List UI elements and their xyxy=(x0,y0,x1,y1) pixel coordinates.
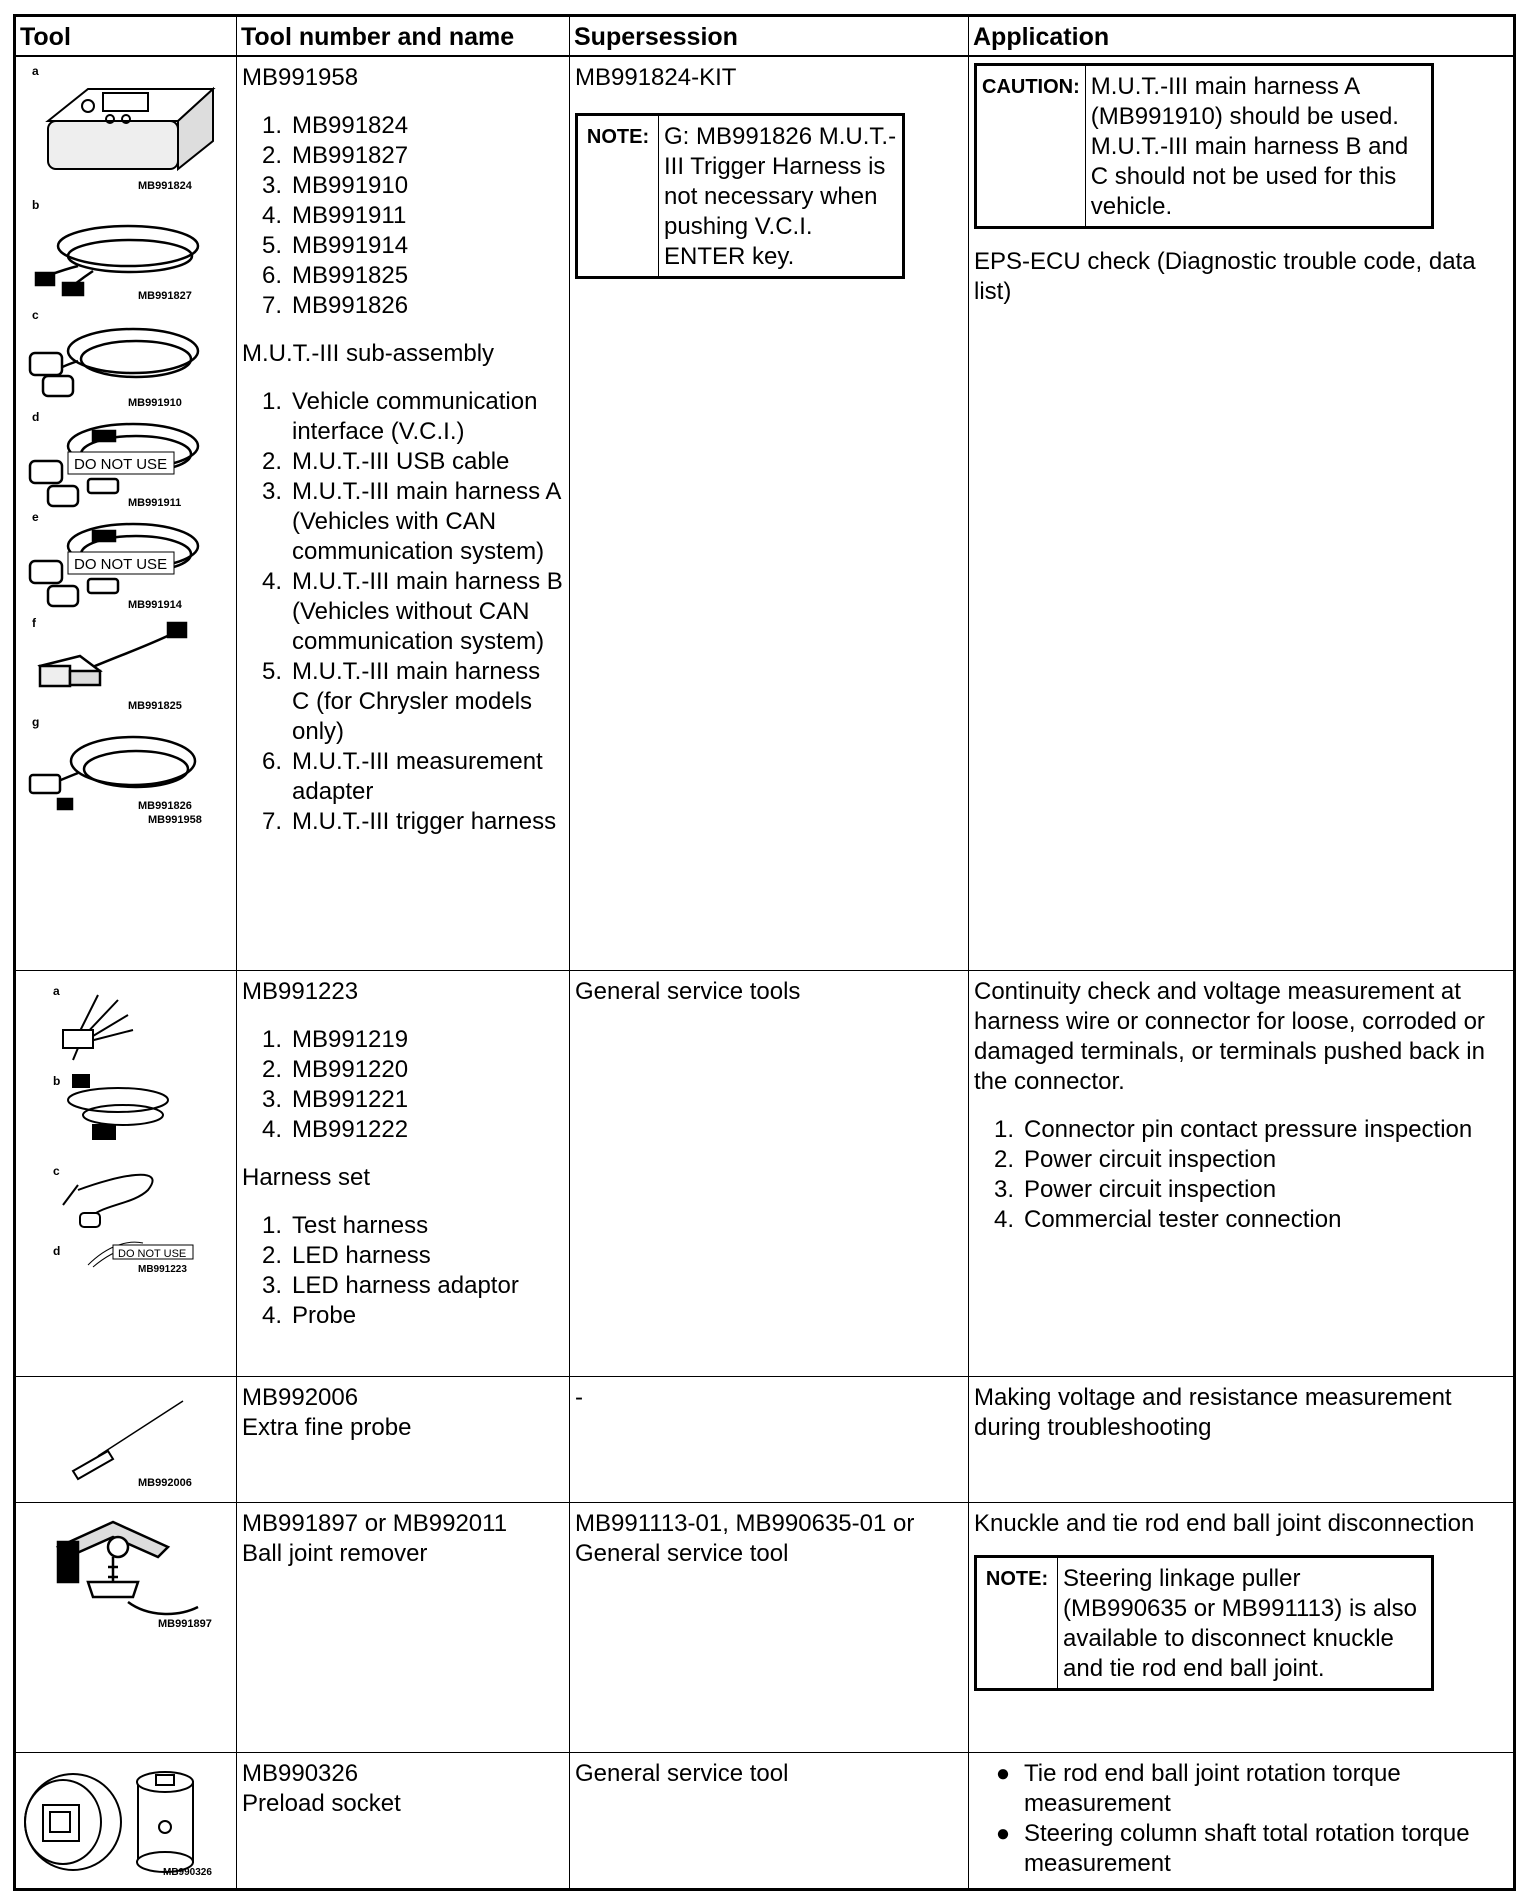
tool-code: MB991826 xyxy=(138,800,192,812)
list-item: ● Steering column shaft total rotation torque measurement xyxy=(995,1820,1470,1877)
tool-letter: c xyxy=(53,1164,60,1178)
list-item: 2. M.U.T.-III USB cable xyxy=(261,448,510,475)
table-row xyxy=(15,1753,1515,1890)
harness-set-illustration xyxy=(18,975,234,1365)
tool-code: MB991223 xyxy=(138,1264,187,1275)
preload-socket-illustration xyxy=(18,1757,234,1879)
tool-letter: a xyxy=(53,984,60,998)
trigger-harness-icon xyxy=(30,737,195,809)
application-cell xyxy=(969,971,1515,1377)
table-row xyxy=(15,1503,1515,1753)
note-label: NOTE: xyxy=(976,1557,1058,1690)
component-list xyxy=(242,111,564,321)
tool-letter: e xyxy=(32,510,39,524)
list-item: 1. MB991219 xyxy=(261,1026,409,1053)
tool-code: MB990326 xyxy=(163,1867,212,1878)
application-text: Continuity check and voltage measurement at harness wire or connector for loose, corroded or damaged terminals, or terminals pushed back in the connector. xyxy=(974,978,1485,1095)
tool-illustration-cell xyxy=(15,1753,237,1890)
tool-illustration-cell xyxy=(15,971,237,1377)
supersession-text: MB991113-01, MB990635-01 or General service tool xyxy=(575,1510,915,1567)
list-item: 5. MB991914 xyxy=(261,232,409,259)
tool-illustration-cell xyxy=(15,56,237,971)
tool-name: Preload socket xyxy=(242,1790,401,1817)
tool-letter: g xyxy=(32,715,40,729)
special-tools-table xyxy=(13,14,1516,1891)
warning-label: DO NOT USE xyxy=(74,556,168,573)
tool-number-cell xyxy=(237,56,570,971)
tool-number-cell xyxy=(237,1503,570,1753)
note-box xyxy=(974,1555,1434,1691)
application-text: Making voltage and resistance measurement during troubleshooting xyxy=(974,1384,1452,1441)
list-item: 3. MB991910 xyxy=(261,172,409,199)
table-row xyxy=(15,1377,1515,1503)
supersession-text: General service tools xyxy=(575,978,801,1005)
tool-code: MB991897 xyxy=(158,1618,212,1630)
tool-code: MB991910 xyxy=(128,397,182,409)
note-label: NOTE: xyxy=(577,115,659,278)
application-cell xyxy=(969,56,1515,971)
subassembly-list xyxy=(242,387,564,837)
table-row xyxy=(15,971,1515,1377)
supersession-text: MB991824-KIT xyxy=(575,64,737,91)
measurement-adapter-icon xyxy=(40,623,186,686)
ball-joint-remover-icon xyxy=(58,1522,198,1614)
list-item: 3. MB991221 xyxy=(261,1086,409,1113)
tool-code: MB991914 xyxy=(128,599,182,611)
led-harness-icon xyxy=(68,1075,168,1139)
harness-list xyxy=(242,1211,564,1331)
list-item: 4. M.U.T.-III main harness B (Vehicles without CAN communication system) xyxy=(261,568,563,655)
tool-letter: a xyxy=(32,64,39,78)
vci-icon xyxy=(48,89,213,169)
caution-text: M.U.T.-III main harness A (MB991910) should be used. M.U.T.-III main harness B and C should not be used for this vehicle. xyxy=(1085,65,1432,228)
tool-letter: b xyxy=(53,1074,61,1088)
list-item: 6. MB991825 xyxy=(261,262,409,289)
list-item: 5. M.U.T.-III main harness C (for Chrysler models only) xyxy=(261,658,541,745)
tool-illustration-cell xyxy=(15,1503,237,1753)
tool-name: M.U.T.-III sub-assembly xyxy=(242,340,495,367)
application-cell xyxy=(969,1503,1515,1753)
tool-illustration-cell xyxy=(15,1377,237,1503)
tool-name: Harness set xyxy=(242,1164,371,1191)
led-adaptor-icon xyxy=(63,1175,153,1227)
list-item: ● Tie rod end ball joint rotation torque measurement xyxy=(995,1760,1401,1817)
warning-label: DO NOT USE xyxy=(74,456,168,473)
table-header-row xyxy=(15,16,1515,57)
extra-fine-probe-illustration xyxy=(18,1381,234,1493)
list-item: 2. MB991220 xyxy=(261,1056,409,1083)
usb-cable-icon xyxy=(36,226,198,295)
header-tool: Tool xyxy=(15,16,237,57)
list-item: 4. MB991911 xyxy=(261,202,407,229)
tool-number: MB991897 or MB992011 xyxy=(242,1510,508,1537)
supersession-cell xyxy=(570,1503,969,1753)
tool-letter: f xyxy=(32,616,36,630)
table-row xyxy=(15,56,1515,971)
list-item: 1. Test harness xyxy=(261,1212,429,1239)
header-application: Application xyxy=(969,16,1515,57)
tool-code: MB991827 xyxy=(138,290,192,302)
list-item: 4. Probe xyxy=(261,1302,357,1329)
header-supersession: Supersession xyxy=(570,16,969,57)
note-text: Steering linkage puller (MB990635 or MB991113) is also available to disconnect knuckle and tie rod end ball joint. xyxy=(1058,1557,1433,1690)
tool-number: MB991223 xyxy=(242,978,359,1005)
main-harness-icon xyxy=(30,329,198,396)
mut3-kit-illustration xyxy=(18,61,234,961)
application-text: EPS-ECU check (Diagnostic trouble code, data list) xyxy=(974,248,1476,305)
list-item: 4. Commercial tester connection xyxy=(993,1206,1342,1233)
list-item: 4. MB991222 xyxy=(261,1116,409,1143)
application-cell xyxy=(969,1753,1515,1890)
tool-code: MB991911 xyxy=(128,497,182,509)
application-cell xyxy=(969,1377,1515,1503)
tool-name: Ball joint remover xyxy=(242,1540,428,1567)
warning-label: DO NOT USE xyxy=(118,1248,187,1260)
list-item: 7. M.U.T.-III trigger harness xyxy=(261,808,557,835)
test-harness-icon xyxy=(63,995,133,1060)
application-list xyxy=(974,1115,1508,1235)
list-item: 2. Power circuit inspection xyxy=(993,1146,1277,1173)
tool-name: Extra fine probe xyxy=(242,1414,412,1441)
preload-socket-icon xyxy=(25,1772,193,1872)
supersession-cell xyxy=(570,971,969,1377)
list-item: 1. MB991824 xyxy=(261,112,409,139)
probe-icon xyxy=(73,1401,183,1479)
list-item: 3. Power circuit inspection xyxy=(993,1176,1277,1203)
application-bullets xyxy=(974,1759,1508,1879)
tool-code: MB992006 xyxy=(138,1477,192,1489)
supersession-text: - xyxy=(575,1384,583,1411)
header-tool-number: Tool number and name xyxy=(237,16,570,57)
component-list xyxy=(242,1025,564,1145)
tool-letter: c xyxy=(32,308,39,322)
tool-number: MB992006 xyxy=(242,1384,359,1411)
caution-box xyxy=(974,63,1434,229)
tool-letter: d xyxy=(53,1244,61,1258)
tool-number: MB990326 xyxy=(242,1760,359,1787)
tool-code: MB991958 xyxy=(148,814,202,826)
list-item: 3. M.U.T.-III main harness A (Vehicles with CAN communication system) xyxy=(261,478,561,565)
supersession-cell xyxy=(570,1377,969,1503)
tool-letter: b xyxy=(32,198,40,212)
tool-number-cell xyxy=(237,971,570,1377)
tool-code: MB991825 xyxy=(128,700,182,712)
list-item: 1. Connector pin contact pressure inspection xyxy=(993,1116,1473,1143)
list-item: 2. MB991827 xyxy=(261,142,409,169)
tool-number-cell xyxy=(237,1377,570,1503)
tool-number-cell xyxy=(237,1753,570,1890)
caution-label: CAUTION: xyxy=(976,65,1086,228)
application-text: Knuckle and tie rod end ball joint disconnection xyxy=(974,1510,1475,1537)
list-item: 1. Vehicle communication interface (V.C.I.) xyxy=(261,388,538,445)
list-item: 2. LED harness xyxy=(261,1242,431,1269)
list-item: 6. M.U.T.-III measurement adapter xyxy=(261,748,543,805)
supersession-cell xyxy=(570,56,969,971)
tool-code: MB991824 xyxy=(138,180,192,192)
note-text: G: MB991826 M.U.T.-III Trigger Harness is not necessary when pushing V.C.I. ENTER key. xyxy=(659,115,904,278)
list-item: 7. MB991826 xyxy=(261,292,409,319)
note-box xyxy=(575,113,905,279)
ball-joint-remover-illustration xyxy=(18,1507,234,1637)
tool-letter: d xyxy=(32,410,40,424)
supersession-cell xyxy=(570,1753,969,1890)
tool-number: MB991958 xyxy=(242,64,359,91)
list-item: 3. LED harness adaptor xyxy=(261,1272,519,1299)
supersession-text: General service tool xyxy=(575,1760,789,1787)
